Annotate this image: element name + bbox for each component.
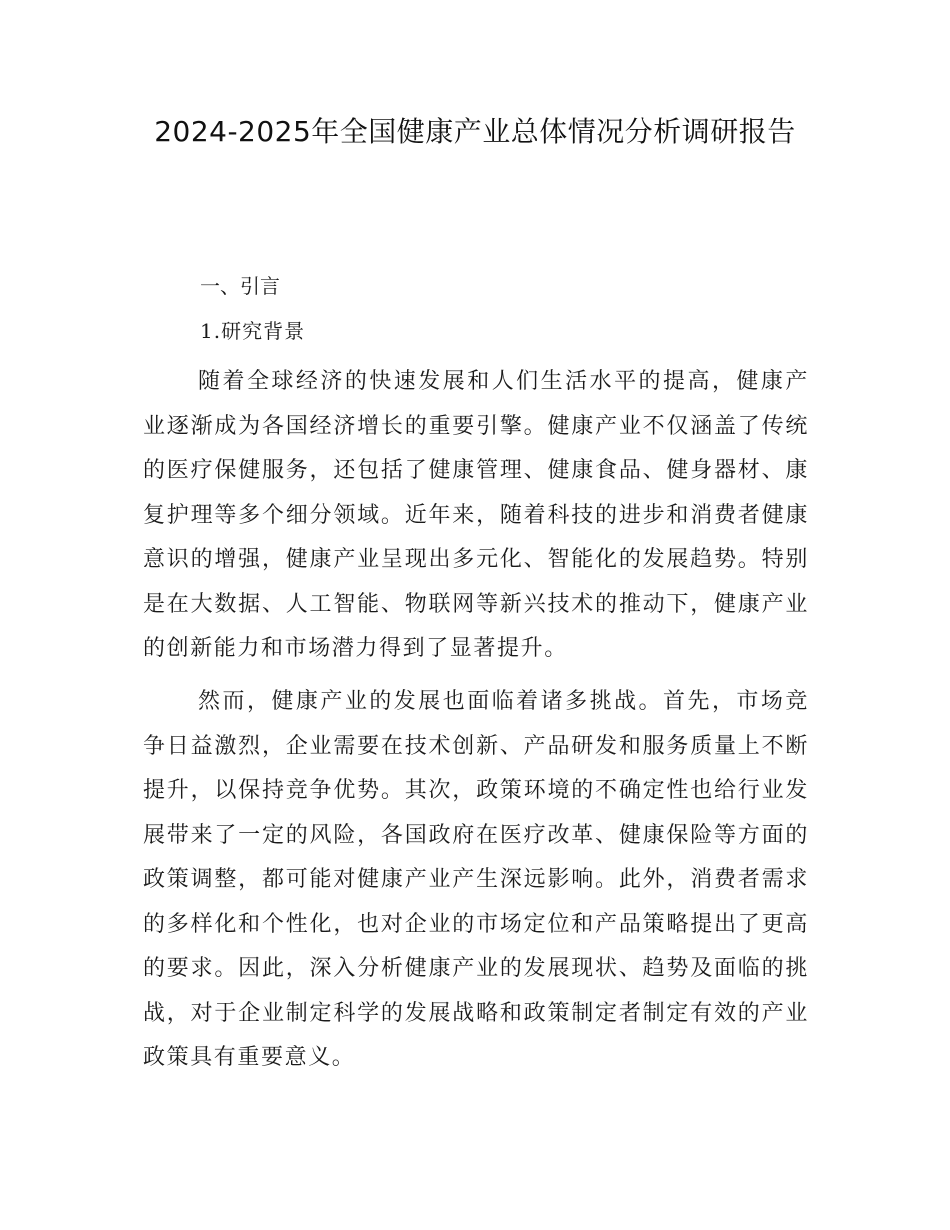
paragraph: 然而，健康产业的发展也面临着诸多挑战。首先，市场竞争日益激烈，企业需要在技术创新、产品研发和服务质量上不断提升，以保持竞争优势。其次，政策环境的不确定性也给行业发展带来了一定的风险，各国政府在医疗改革、健康保险等方面的政策调整，都可能对健康产业产生深远影响。此外，消费者需求的多样化和个性化，也对企业的市场定位和产品策略提出了更高的要求。因此，深入分析健康产业的发展现状、趋势及面临的挑战，对于企业制定科学的发展战略和政策制定者制定有效的产业政策具有重要意义。 (143, 689, 809, 1070)
sub-heading: 1.研究背景 (200, 319, 306, 343)
document-title: 2024-2025年全国健康产业总体情况分析调研报告 (154, 115, 796, 148)
section-heading: 一、引言 (200, 274, 280, 298)
paragraph: 随着全球经济的快速发展和人们生活水平的提高，健康产业逐渐成为各国经济增长的重要引擎。健康产业不仅涵盖了传统的医疗保健服务，还包括了健康管理、健康食品、健身器材、康复护理等多个细分领域。近年来，随着科技的进步和消费者健康意识的增强，健康产业呈现出多元化、智能化的发展趋势。特别是在大数据、人工智能、物联网等新兴技术的推动下，健康产业的创新能力和市场潜力得到了显著提升。 (143, 369, 809, 661)
